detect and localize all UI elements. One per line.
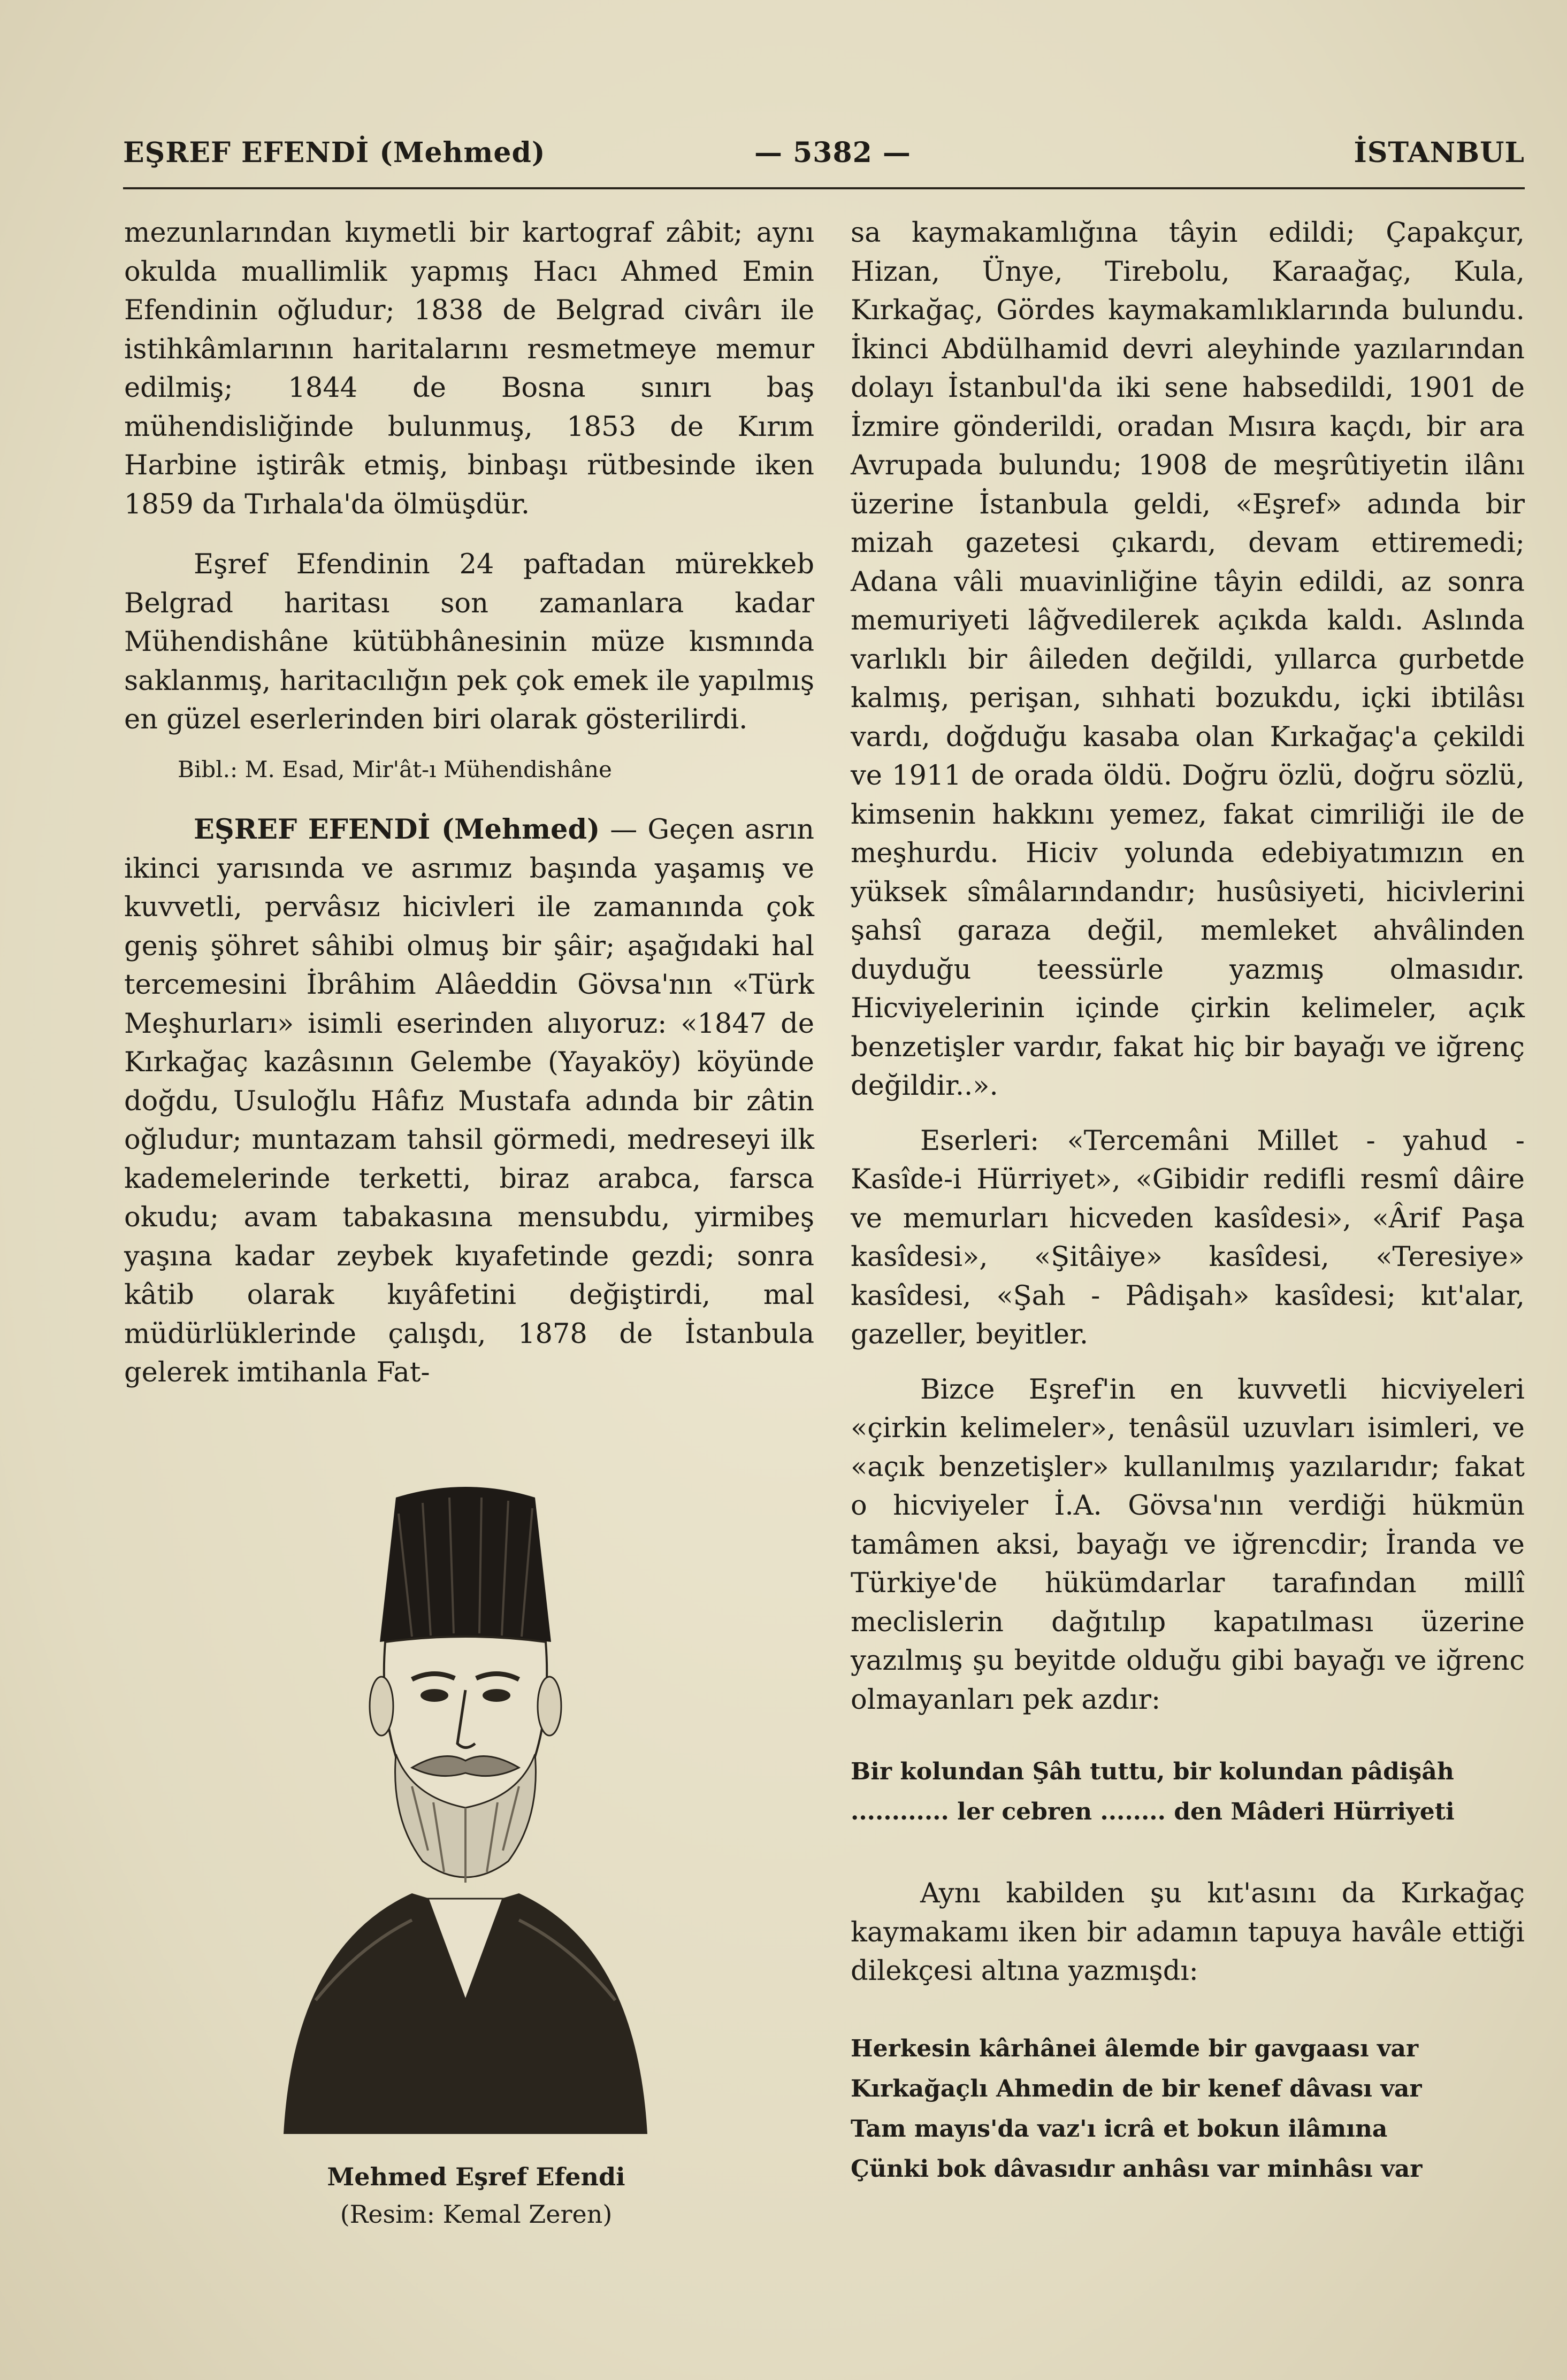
paragraph: Bizce Eşref'in en kuvvetli hicviyeleri «çirkin kelimeler», tenâsül uzuvları isimleri, ve «açık benzetişler» kullanılmış yazılarıdır; fakat o hicviyeler İ.A. Gövsa'nın verdiği hükmün tamâmen aksi, bayağı ve iğrencdir; İranda ve Türkiye'de hükümdarlar tarafından millî meclislerin dağıtılıp kapatılması üzerine yazılmış şu beyitde olduğu gibi bayağı ve iğrenc olmayanları pek azdır: (851, 1373, 1525, 1716)
portrait-engraving (251, 1465, 679, 2150)
paragraph: sa kaymakamlığına tâyin edildi; Çapakçur, Hizan, Ünye, Tirebolu, Karaağaç, Kula, Kırkağaç, Gördes kaymakamlıklarında bulundu. İkinci Abdülhamid devri aleyhinde yazılarından dolayı İstanbul'da iki sene habsedildi, 1901 de İzmire gönderildi, oradan Mısıra kaçdı, bir ara Avrupada bulundu; 1908 de meşrûtiyetin ilânı üzerine İstanbula geldi, «Eşref» adında bir mizah gazetesi çıkardı, devam ettiremedi; Adana vâli muavinliğine tâyin edildi, az sonra memuriyeti lâğvedilerek açıkda kaldı. Aslında varlıklı bir âileden değildi, yıllarca gurbetde kalmış, perişan, sıhhati bozukdu, içki ibtilâsı vardı, doğduğu kasaba olan Kırkağaç'a çekildi ve 1911 de orada öldü. Doğru özlü, doğru sözlü, kimsenin hakkını yemez, fakat cimriliği ile de meşhurdu. Hiciv yolunda edebiyatımızın en yüksek sîmâlarındandır; husûsiyeti, hicivlerini şahsî garaza değil, memleket ahvâlinden duyduğu teessürle yazmış olmasıdır. Hicviyelerinin içinde çirkin kelimeler, açık benzetişler vardır, fakat hiç bir bayağı ve iğrenç değildir..». (851, 217, 1525, 1102)
paragraph: Eserleri: «Tercemâni Millet - yahud - Kasîde-i Hürriyet», «Gibidir redifli resmî dâire ve memurları hicveden kasîdesi», «Ârif Paşa kasîdesi», «Şitâiye» kasîdesi, «Teresiye» kasîdesi, «Şah - Pâdişah» kasîdesi; kıt'alar, gazeller, beyitler. (851, 1125, 1525, 1350)
bibliography: Bibl.: M. Esad, Mir'ât-ı Mühendishâne (178, 756, 612, 782)
paragraph: mezunlarından kıymetli bir kartograf zâbit; aynı okulda muallimlik yapmış Hacı Ahmed Emin Efendinin oğludur; 1838 de Belgrad civârı ile istihkâmlarının haritalarını resmetmeye memur edilmiş; 1844 de Bosna sınırı baş mühendisliğinde bulunmuş, 1853 de Kırım Harbine iştirâk etmiş, binbaşı rütbesinde iken 1859 da Tırhala'da ölmüşdür. (124, 217, 814, 520)
running-header (123, 136, 1525, 185)
verse-line: Bir kolundan Şâh tuttu, bir kolundan pâdişâh (851, 1758, 1454, 1785)
header-entry-name: EŞREF EFENDİ (Mehmed) (123, 136, 546, 169)
portrait-caption (160, 2158, 792, 2233)
header-volume-title: İSTANBUL (1354, 136, 1525, 169)
page-number: — 5382 — (754, 136, 911, 169)
verse-line: ............ ler cebren ........ den Mâderi Hürriyeti (851, 1798, 1455, 1825)
entry-paragraph (124, 810, 814, 1393)
right-column (851, 214, 1525, 2189)
verse-line: Kırkağaçlı Ahmedin de bir kenef dâvası var (851, 2075, 1422, 2102)
verse-line: Tam mayıs'da vaz'ı icrâ et bokun ilâmına (851, 2115, 1388, 2143)
paragraph: Aynı kabilden şu kıt'asını da Kırkağaç kaymakamı iken bir adamın tapuya havâle ettiği dilekçesi altına yazmışdı: (851, 1878, 1525, 1987)
caption-credit: (Resim: Kemal Zeren) (340, 2200, 613, 2229)
verse-couplet (851, 1752, 1525, 1832)
verse-quatrain (851, 2029, 1525, 2189)
verse-line: Herkesin kârhânei âlemde bir gavgaası var (851, 2034, 1419, 2062)
header-rule (123, 187, 1525, 189)
caption-name: Mehmed Eşref Efendi (327, 2162, 625, 2191)
entry-title: EŞREF EFENDİ (Mehmed) (194, 813, 600, 846)
entry-text: — Geçen asrın ikinci yarısında ve asrımız başında yaşamış ve kuvvetli, pervâsız hicivleri ile zamanında çok geniş şöhret sâhibi olmuş bir şâir; aşağıdaki hal tercemesini İbrâhim Alâeddin Gövsa'nın «Türk Meşhurları» isimli eserinden alıyoruz: «1847 de Kırkağaç kazâsının Gelembe (Yayaköy) köyünde doğdu, Usuloğlu Hâfız Mustafa adında bir zâtin oğludur; muntazam tahsil görmedi, medreseyi ilk kademelerinde terketti, biraz arabca, farsca okudu; avam tabakasına mensubdu, yirmibeş yaşına kadar zeybek kıyafetinde gezdi; sonra kâtib olarak kıyâfetini değiştirdi, mal müdürlüklerinde çalışdı, 1878 de İstanbula gelerek imtihanla Fat- (124, 814, 814, 1388)
left-column (124, 214, 814, 1393)
verse-line: Çünki bok dâvasıdır anhâsı var minhâsı var (851, 2155, 1423, 2183)
paragraph: Eşref Efendinin 24 paftadan mürekkeb Belgrad haritası son zamanlara kadar Mühendishâne kütübhânesinin müze kısmında saklanmış, haritacılığın pek çok emek ile yapılmış en güzel eserlerinden biri olarak gösterilirdi. (124, 549, 814, 735)
